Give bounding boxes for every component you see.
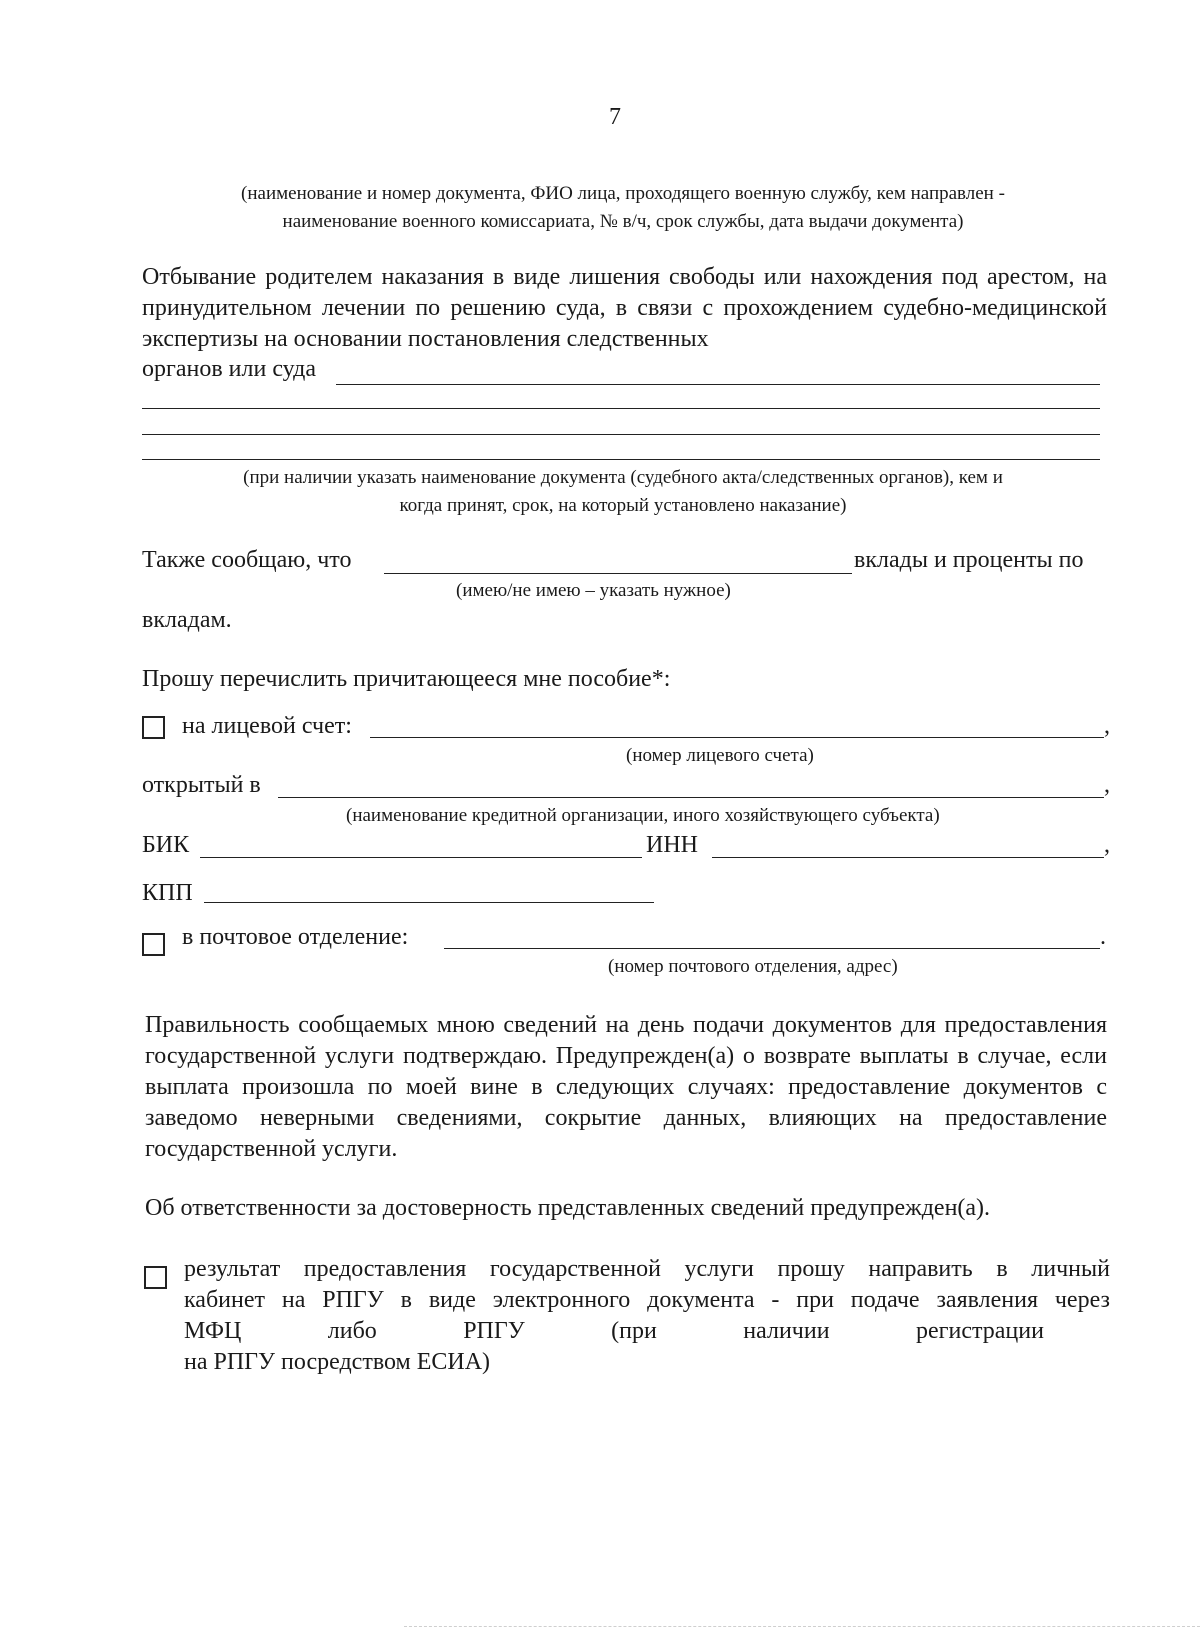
court-note-line-2: когда принят, срок, на который установлено наказание) <box>399 495 847 516</box>
page-number: 7 <box>609 104 621 130</box>
bank-label: открытый в <box>142 772 261 798</box>
court-document-field-line-1[interactable] <box>336 384 1100 385</box>
military-note-line-1: (наименование и номер документа, ФИО лица, проходящего военную службу, кем направлен - <box>241 183 1005 204</box>
account-comma: , <box>1104 713 1110 739</box>
post-office-hint: (номер почтового отделения, адрес) <box>608 956 898 977</box>
court-note-line-1: (при наличии указать наименование документа (судебного акта/следственных органов), кем и <box>243 467 1003 488</box>
result-line-2-text: кабинет на РПГУ в виде электронного документа - при подаче заявления через <box>184 1287 1110 1313</box>
post-office-label: в почтовое отделение: <box>182 924 409 950</box>
responsibility-statement: Об ответственности за достоверность представленных сведений предупрежден(а). <box>145 1195 991 1221</box>
electronic-result-line-1 <box>184 1254 1110 1285</box>
court-organs-label: органов или суда <box>142 356 317 382</box>
confirmation-paragraph: Правильность сообщаемых мною сведений на день подачи документов для предоставления государственной услуги подтверждаю. Предупрежден(а) о возврате выплаты в случае, если выплата произошла по моей вине в следующих случаях: предоставление документов с заведомо неверными сведениями, сокрытие данных, влияющих на предоставление государственной услуги. <box>145 1012 1107 1162</box>
account-label: на лицевой счет: <box>182 713 352 739</box>
deposits-answer-field[interactable] <box>384 573 852 574</box>
result-word-mfc: МФЦ <box>184 1318 242 1344</box>
post-office-field[interactable] <box>444 948 1100 949</box>
account-checkbox[interactable] <box>142 716 165 739</box>
inn-field[interactable] <box>712 857 1104 858</box>
kpp-label: КПП <box>142 880 193 906</box>
court-document-field-line-3[interactable] <box>142 434 1100 435</box>
result-line-1-text: результат предоставления государственной услуги прошу направить в личный <box>184 1256 1110 1282</box>
deposits-hint: (имею/не имею – указать нужное) <box>456 580 731 601</box>
electronic-result-text <box>184 1254 1110 1378</box>
bank-name-field[interactable] <box>278 797 1104 798</box>
bank-hint: (наименование кредитной организации, иного хозяйствующего субъекта) <box>346 805 940 826</box>
kpp-field[interactable] <box>204 902 654 903</box>
result-word-available: наличии <box>743 1318 830 1344</box>
inn-label: ИНН <box>646 832 698 858</box>
scan-edge-line <box>404 1626 1200 1627</box>
military-service-note <box>150 180 1096 236</box>
account-number-field[interactable] <box>370 737 1104 738</box>
court-document-field-line-2[interactable] <box>142 408 1100 409</box>
bik-field[interactable] <box>200 857 642 858</box>
transfer-request-label: Прошу перечислить причитающееся мне пособие*: <box>142 666 671 692</box>
imprisonment-paragraph: Отбывание родителем наказания в виде лишения свободы или нахождения под арестом, на принудительном лечении по решению суда, в связи с прохождением судебно-медицинской экспертизы на основании постановления следственных <box>142 264 1107 352</box>
account-hint: (номер лицевого счета) <box>626 745 814 766</box>
inn-comma: , <box>1104 832 1110 858</box>
result-word-if: (при <box>611 1318 657 1344</box>
result-word-registration: регистрации <box>916 1318 1044 1344</box>
electronic-result-checkbox[interactable] <box>144 1266 167 1289</box>
electronic-result-line-4: на РПГУ посредством ЕСИА) <box>184 1349 491 1375</box>
bank-comma: , <box>1104 772 1110 798</box>
court-document-note <box>150 464 1096 520</box>
deposits-prefix: Также сообщаю, что <box>142 547 352 573</box>
bik-label: БИК <box>142 832 190 858</box>
electronic-result-line-2 <box>184 1285 1110 1316</box>
result-word-or: либо <box>327 1318 377 1344</box>
deposits-continuation: вкладам. <box>142 607 232 633</box>
result-word-rpgu: РПГУ <box>463 1318 525 1344</box>
military-note-line-2: наименование военного комиссариата, № в/ч, срок службы, дата выдачи документа) <box>282 211 964 232</box>
post-office-checkbox[interactable] <box>142 933 165 956</box>
deposits-suffix: вклады и проценты по <box>854 547 1084 573</box>
post-office-dot: . <box>1100 924 1106 950</box>
electronic-result-line-3 <box>184 1316 1044 1347</box>
court-document-field-line-4[interactable] <box>142 459 1100 460</box>
